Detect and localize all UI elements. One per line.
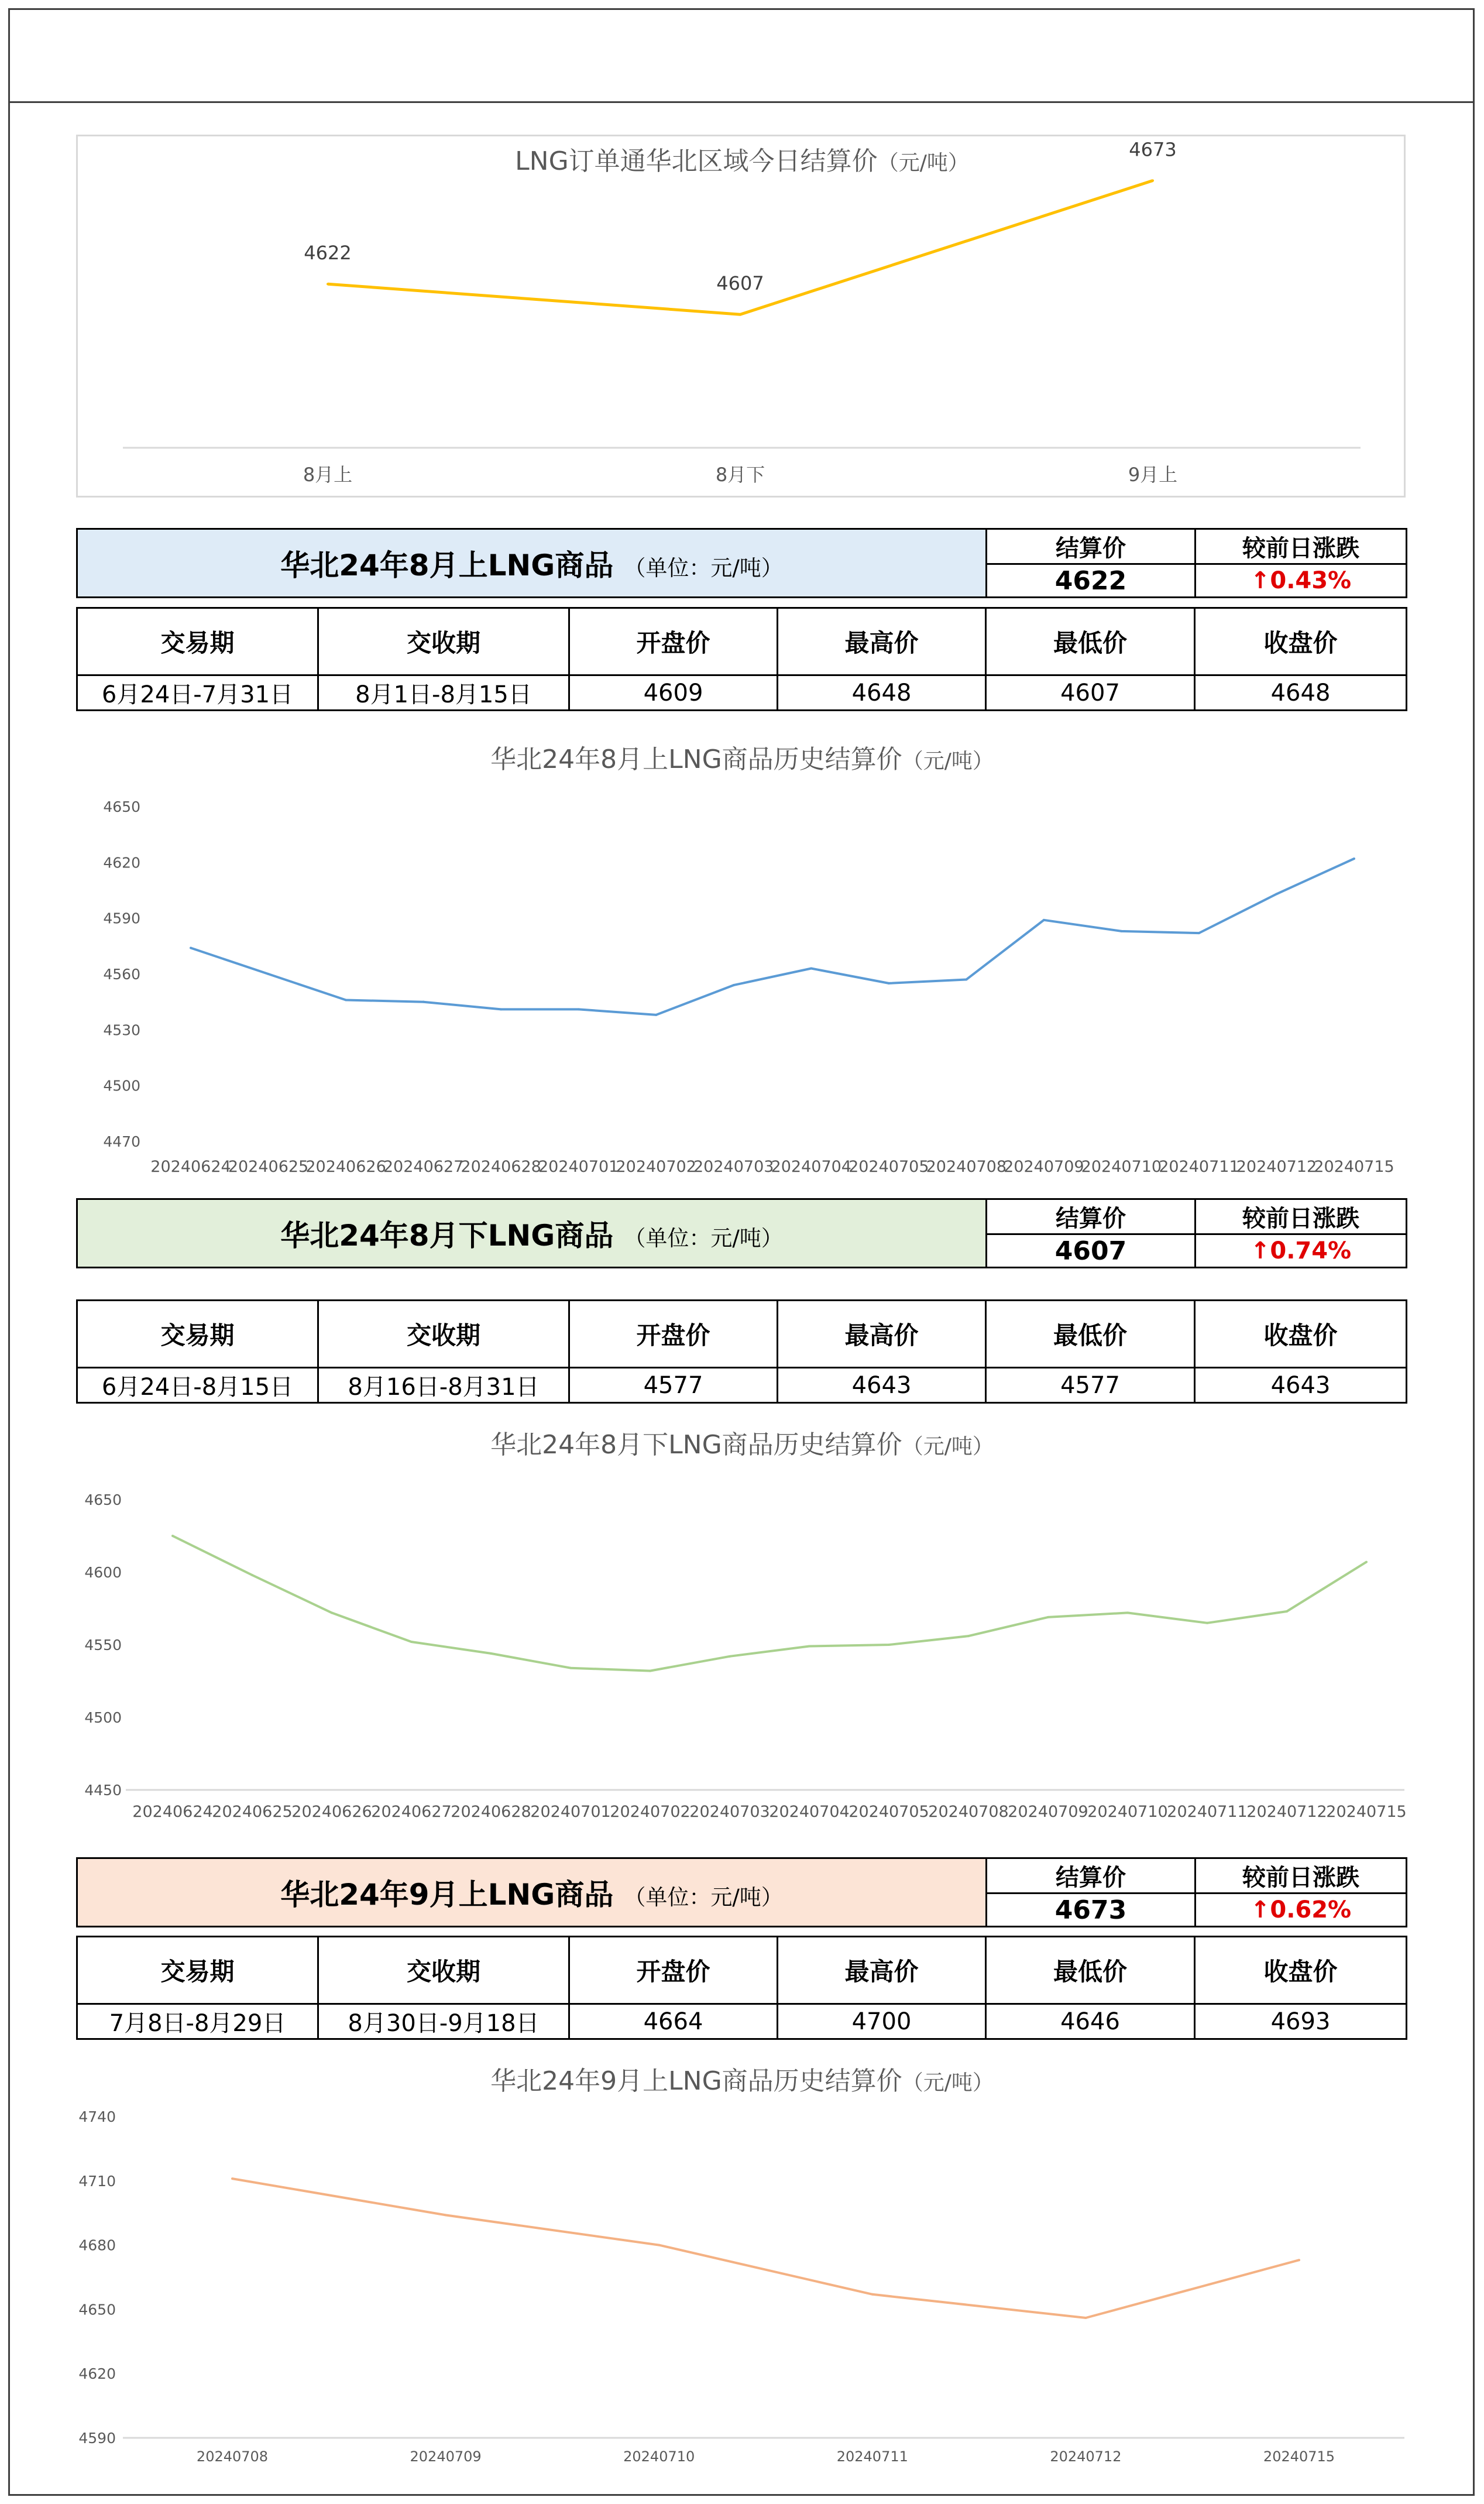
x-tick-label: 20240628 xyxy=(451,1803,531,1821)
y-tick-label: 4620 xyxy=(78,2365,116,2383)
y-tick-label: 4740 xyxy=(78,2108,116,2125)
settle-value: 4622 xyxy=(987,564,1196,598)
change-label: 较前日涨跌 xyxy=(1196,1199,1407,1234)
product-name: 华北24年9月上LNG商品 xyxy=(280,1878,614,1912)
col-header-low: 最低价 xyxy=(986,1937,1195,2004)
y-tick-label: 4620 xyxy=(103,854,140,872)
data-label: 4673 xyxy=(1129,138,1177,161)
col-header-delivery-period: 交收期 xyxy=(318,1937,569,2004)
y-tick-label: 4450 xyxy=(84,1782,122,1799)
x-tick-label: 20240705 xyxy=(849,1158,929,1176)
x-tick-label: 20240702 xyxy=(610,1803,691,1821)
col-header-close: 收盘价 xyxy=(1195,1937,1407,2004)
y-tick-label: 4650 xyxy=(84,1491,122,1508)
chart-title: 华北24年8月下LNG商品历史结算价（元/吨） xyxy=(490,1430,994,1460)
series-line xyxy=(232,2179,1299,2318)
x-tick-label: 20240627 xyxy=(383,1158,464,1176)
col-header-close: 收盘价 xyxy=(1195,1301,1407,1368)
x-tick-label: 20240704 xyxy=(769,1803,850,1821)
change-label: 较前日涨跌 xyxy=(1196,1858,1407,1894)
settle-label: 结算价 xyxy=(987,1199,1196,1234)
x-tick-label: 20240624 xyxy=(132,1803,213,1821)
change-label: 较前日涨跌 xyxy=(1196,529,1407,564)
open-price: 4609 xyxy=(569,675,778,711)
x-tick-label: 20240705 xyxy=(849,1803,929,1821)
trade-period: 6月24日-8月15日 xyxy=(77,1368,318,1403)
y-tick-label: 4470 xyxy=(103,1133,140,1150)
data-point xyxy=(231,2177,233,2180)
x-tick-label: 20240709 xyxy=(1008,1803,1088,1821)
y-tick-label: 4500 xyxy=(103,1077,140,1095)
settle-label: 结算价 xyxy=(987,529,1196,564)
high-price: 4648 xyxy=(778,675,986,711)
change-value: ↑0.43% xyxy=(1196,564,1407,598)
x-tick-label: 20240712 xyxy=(1246,1803,1327,1821)
col-header-trade-period: 交易期 xyxy=(77,608,318,675)
y-tick-label: 4710 xyxy=(78,2172,116,2190)
col-header-delivery-period: 交收期 xyxy=(318,1301,569,1368)
x-tick-label: 20240625 xyxy=(212,1803,293,1821)
close-price: 4643 xyxy=(1195,1368,1407,1403)
x-tick-label: 8月上 xyxy=(303,464,353,486)
high-price: 4700 xyxy=(778,2004,986,2039)
settle-label: 结算价 xyxy=(987,1858,1196,1894)
x-tick-label: 9月上 xyxy=(1128,464,1178,486)
x-tick-label: 20240715 xyxy=(1314,1158,1394,1176)
product-unit: （单位：元/吨） xyxy=(624,555,783,581)
y-tick-label: 4590 xyxy=(103,910,140,927)
data-point xyxy=(871,2293,874,2296)
x-tick-label: 20240710 xyxy=(1081,1158,1162,1176)
x-tick-label: 20240626 xyxy=(291,1803,372,1821)
x-tick-label: 20240702 xyxy=(616,1158,696,1176)
product-unit: （单位：元/吨） xyxy=(624,1226,783,1251)
y-tick-label: 4650 xyxy=(103,798,140,815)
settle-value: 4673 xyxy=(987,1894,1196,1927)
x-tick-label: 20240711 xyxy=(1159,1158,1239,1176)
x-tick-label: 20240708 xyxy=(196,2448,269,2465)
x-tick-label: 20240711 xyxy=(1167,1803,1248,1821)
product-name: 华北24年8月上LNG商品 xyxy=(280,548,614,582)
product-unit: （单位：元/吨） xyxy=(624,1885,783,1910)
data-point xyxy=(658,2244,660,2246)
chart-title: LNG订单通华北区域今日结算价（元/吨） xyxy=(515,146,969,176)
x-tick-label: 20240703 xyxy=(693,1158,774,1176)
x-tick-label: 20240711 xyxy=(836,2448,908,2465)
trade-period: 7月8日-8月29日 xyxy=(77,2004,318,2039)
x-tick-label: 20240703 xyxy=(689,1803,770,1821)
delivery-period: 8月30日-9月18日 xyxy=(318,2004,569,2039)
x-tick-label: 20240704 xyxy=(771,1158,851,1176)
col-header-high: 最高价 xyxy=(778,1937,986,2004)
x-tick-label: 20240624 xyxy=(150,1158,231,1176)
col-header-trade-period: 交易期 xyxy=(77,1301,318,1368)
settle-value: 4607 xyxy=(987,1234,1196,1268)
y-tick-label: 4650 xyxy=(78,2301,116,2318)
data-label: 4607 xyxy=(716,272,764,295)
x-tick-label: 20240701 xyxy=(538,1158,619,1176)
col-header-trade-period: 交易期 xyxy=(77,1937,318,2004)
x-tick-label: 20240627 xyxy=(371,1803,452,1821)
x-tick-label: 20240708 xyxy=(928,1803,1009,1821)
x-tick-label: 20240712 xyxy=(1236,1158,1317,1176)
data-label: 4622 xyxy=(304,242,352,265)
change-value: ↑0.62% xyxy=(1196,1894,1407,1927)
chart-title: 华北24年8月上LNG商品历史结算价（元/吨） xyxy=(490,745,994,774)
close-price: 4648 xyxy=(1195,675,1407,711)
high-price: 4643 xyxy=(778,1368,986,1403)
col-header-open: 开盘价 xyxy=(569,608,778,675)
col-header-open: 开盘价 xyxy=(569,1937,778,2004)
data-point xyxy=(445,2214,447,2216)
x-tick-label: 20240712 xyxy=(1050,2448,1122,2465)
y-tick-label: 4550 xyxy=(84,1637,122,1654)
open-price: 4577 xyxy=(569,1368,778,1403)
col-header-close: 收盘价 xyxy=(1195,608,1407,675)
y-tick-label: 4560 xyxy=(103,966,140,983)
col-header-delivery-period: 交收期 xyxy=(318,608,569,675)
low-price: 4607 xyxy=(986,675,1195,711)
delivery-period: 8月16日-8月31日 xyxy=(318,1368,569,1403)
col-header-low: 最低价 xyxy=(986,608,1195,675)
close-price: 4693 xyxy=(1195,2004,1407,2039)
x-tick-label: 20240708 xyxy=(926,1158,1007,1176)
x-tick-label: 20240709 xyxy=(1004,1158,1084,1176)
x-tick-label: 20240709 xyxy=(410,2448,482,2465)
x-tick-label: 20240715 xyxy=(1326,1803,1407,1821)
open-price: 4664 xyxy=(569,2004,778,2039)
y-tick-label: 4600 xyxy=(84,1564,122,1581)
data-point xyxy=(1298,2259,1300,2261)
product-name: 华北24年8月下LNG商品 xyxy=(280,1219,614,1253)
y-tick-label: 4530 xyxy=(103,1021,140,1039)
y-tick-label: 4500 xyxy=(84,1709,122,1726)
x-tick-label: 20240625 xyxy=(228,1158,309,1176)
y-tick-label: 4680 xyxy=(78,2237,116,2254)
data-point xyxy=(1084,2317,1087,2319)
chart-title: 华北24年9月上LNG商品历史结算价（元/吨） xyxy=(490,2066,994,2096)
col-header-high: 最高价 xyxy=(778,1301,986,1368)
y-tick-label: 4590 xyxy=(78,2430,116,2447)
col-header-high: 最高价 xyxy=(778,608,986,675)
x-tick-label: 20240715 xyxy=(1263,2448,1335,2465)
col-header-open: 开盘价 xyxy=(569,1301,778,1368)
x-tick-label: 20240701 xyxy=(530,1803,611,1821)
x-tick-label: 20240710 xyxy=(623,2448,695,2465)
col-header-low: 最低价 xyxy=(986,1301,1195,1368)
low-price: 4646 xyxy=(986,2004,1195,2039)
trade-period: 6月24日-7月31日 xyxy=(77,675,318,711)
x-tick-label: 20240628 xyxy=(461,1158,541,1176)
low-price: 4577 xyxy=(986,1368,1195,1403)
delivery-period: 8月1日-8月15日 xyxy=(318,675,569,711)
change-value: ↑0.74% xyxy=(1196,1234,1407,1268)
x-tick-label: 20240626 xyxy=(305,1158,386,1176)
x-tick-label: 20240710 xyxy=(1087,1803,1168,1821)
x-tick-label: 8月下 xyxy=(715,464,765,486)
